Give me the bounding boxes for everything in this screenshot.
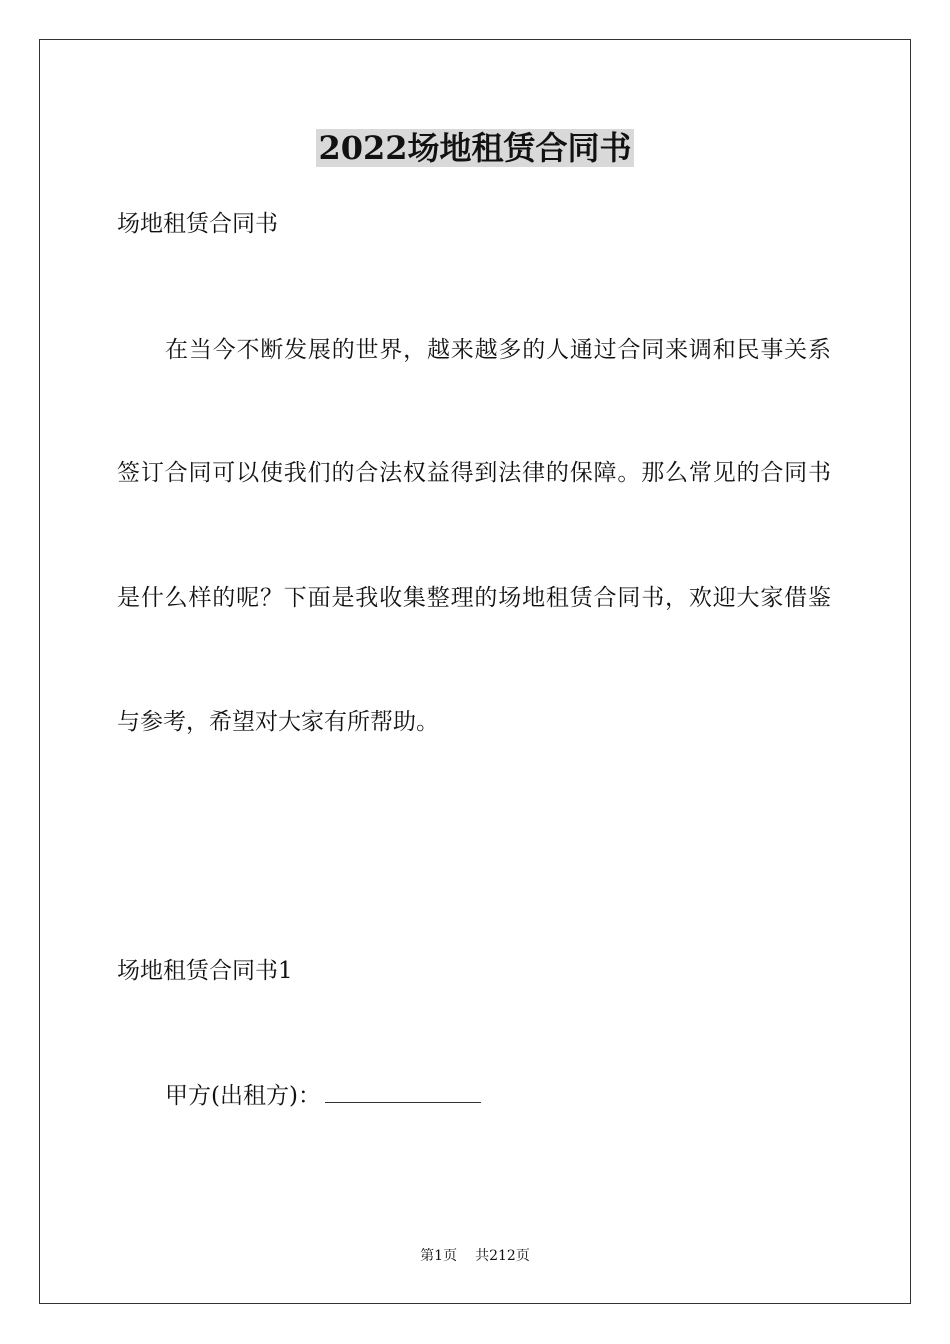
intro-line-2: 签订合同可以使我们的合法权益得到法律的保障。那么常见的合同书: [117, 460, 831, 486]
intro-line-4: 与参考，希望对大家有所帮助。: [117, 709, 439, 735]
intro-line-3: 是什么样的呢？下面是我收集整理的场地租赁合同书，欢迎大家借鉴: [117, 585, 831, 611]
page-footer: [0, 1246, 950, 1266]
document-title: [0, 126, 950, 170]
document-title-text: 2022场地租赁合同书: [318, 129, 632, 167]
party-a-row: [165, 1080, 481, 1112]
page-number-current: 第1页: [420, 1248, 458, 1264]
page-number-total: 共212页: [475, 1248, 530, 1264]
party-a-label: 甲方(出租方)：: [165, 1083, 321, 1109]
document-subtitle: 场地租赁合同书: [117, 211, 278, 237]
party-a-blank-line[interactable]: [325, 1080, 481, 1103]
section-heading: 场地租赁合同书1: [117, 958, 293, 984]
intro-line-1: 在当今不断发展的世界，越来越多的人通过合同来调和民事关系: [165, 337, 831, 363]
